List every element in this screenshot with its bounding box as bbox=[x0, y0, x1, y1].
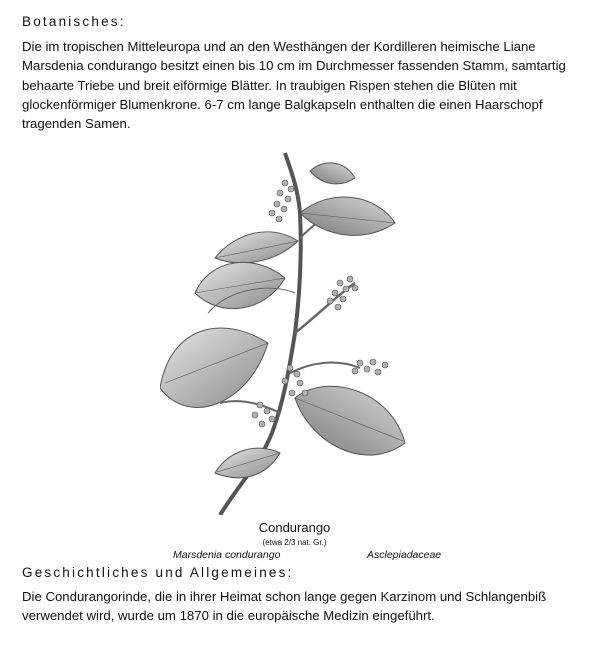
condurango-plant-illustration bbox=[160, 143, 430, 515]
history-paragraph: Die Condurangorinde, die in ihrer Heimat schon lange gegen Karzinom und Schlangenbiß verwendet wird, wurde um 1870 in die europäische Medizin eingeführt. bbox=[22, 589, 547, 624]
figure-scale-note: (etwa 2/3 nat. Gr.) bbox=[262, 538, 327, 547]
section-heading-history: Geschichtliches und Allgemeines: bbox=[22, 565, 294, 580]
leaf bbox=[310, 163, 355, 184]
botany-paragraph: Die im tropischen Mitteleuropa und an den Westhängen der Kordilleren heimische Liane Marsdenia condurango besitzt einen bis 10 cm im Durchmesser fassenden Stamm, samtartig behaarte Triebe und breit eiförmige Blätter. In traubigen Rispen stehen die Blüten mit glockenförmiger Blumenkrone. 6-7 cm lange Balgkapseln enthalten die einen Haarschopf tragenden Samen. bbox=[22, 39, 566, 132]
leaf bbox=[160, 328, 268, 407]
section-heading-botany: Botanisches: bbox=[22, 14, 126, 29]
leaf bbox=[215, 232, 298, 263]
figure-species-name: Marsdenia condurango bbox=[173, 549, 281, 561]
leaf bbox=[300, 197, 395, 235]
figure-family-name: Asclepiadaceae bbox=[367, 549, 442, 561]
figure-title: Condurango bbox=[258, 520, 331, 535]
leaf bbox=[295, 386, 405, 455]
